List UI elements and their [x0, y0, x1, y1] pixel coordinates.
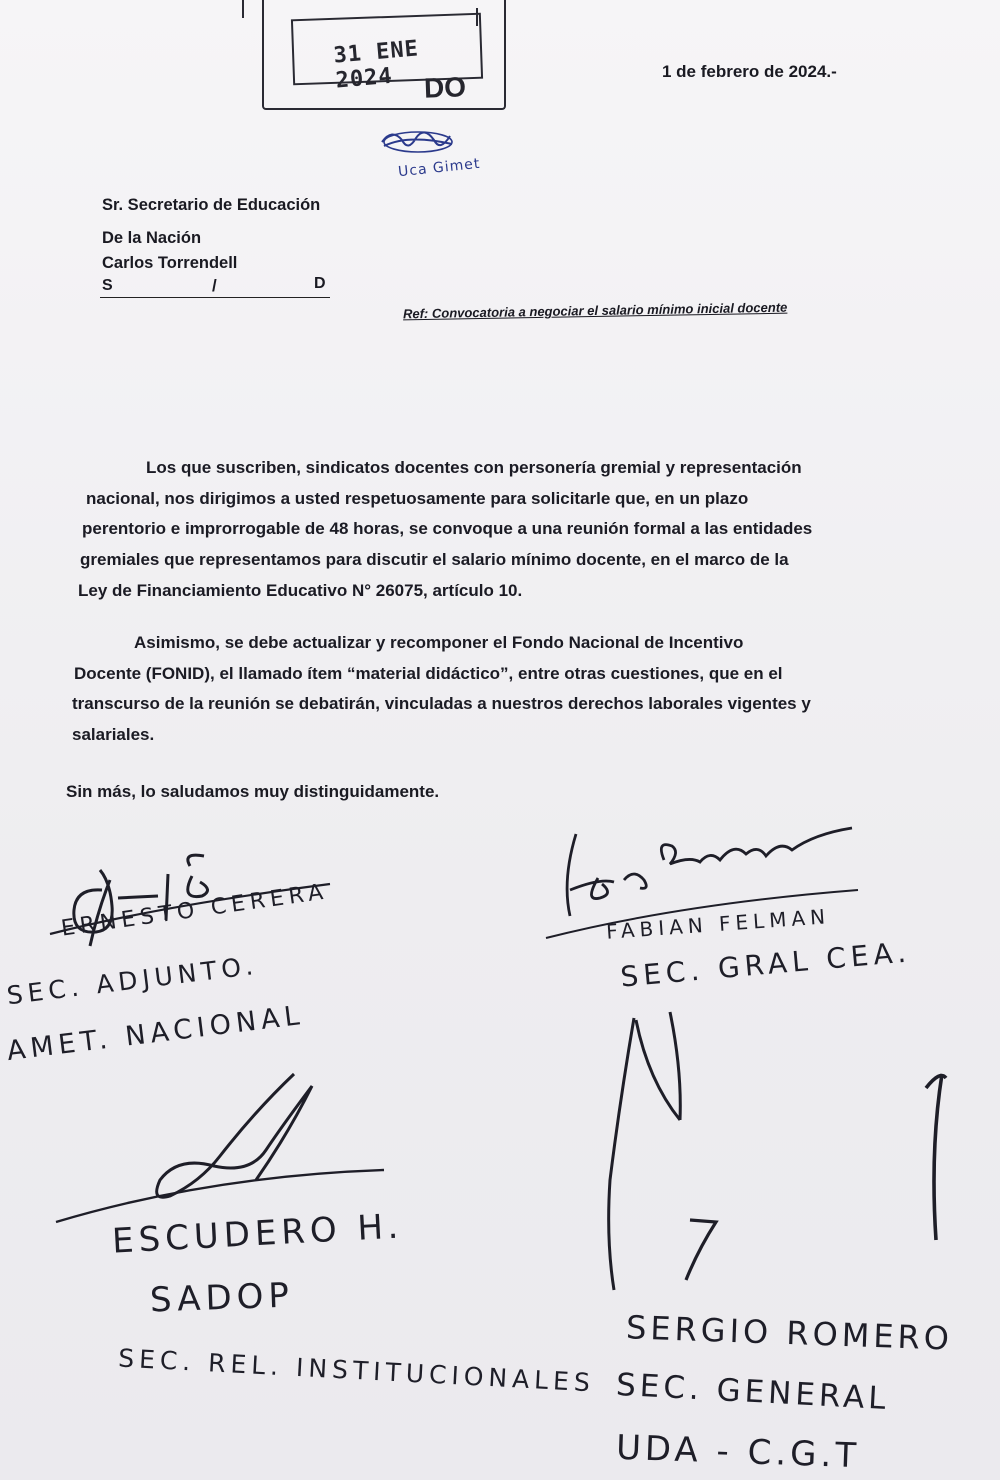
reference-line: Ref: Convocatoria a negociar el salario mínimo inicial docente — [402, 299, 788, 322]
paragraph2-line: transcurso de la reunión se debatirán, vinculadas a nuestros derechos laborales vigentes y — [72, 694, 811, 713]
signature-uda-org: UDA - C.G.T — [615, 1427, 861, 1477]
stamp-fragment: DO — [423, 71, 467, 104]
paragraph2-line: Docente (FONID), el llamado ítem “material didáctico”, entre otras cuestiones, que en el — [74, 664, 783, 683]
signature-sadop-title: SEC. REL. INSTITUCIONALES — [117, 1343, 596, 1398]
received-signature-text: Uca Gimet — [397, 155, 482, 181]
closing-line: Sin más, lo saludamos muy distinguidamente. — [66, 782, 440, 801]
recipient-slash: / — [212, 276, 217, 295]
recipient-line-1: Sr. Secretario de Educación — [102, 196, 321, 214]
signature-uda-title: SEC. GENERAL — [615, 1366, 891, 1418]
reception-stamp — [262, 0, 506, 110]
signature-cea-name: FABIAN FELMAN — [605, 904, 831, 944]
stamp-date: 31 ENE 2024 — [332, 36, 420, 94]
paragraph1-line: nacional, nos dirigimos a usted respetuosamente para solicitarle que, en un plazo — [86, 489, 749, 508]
paragraph1-line: perentorio e improrrogable de 48 horas, se convoque a una reunión formal a las entidades — [82, 519, 813, 538]
letter-date: 1 de febrero de 2024.- — [662, 62, 837, 81]
paragraph2-line: salariales. — [72, 725, 155, 744]
signature-uda-name: SERGIO ROMERO — [625, 1308, 954, 1358]
received-initials — [378, 126, 458, 160]
paragraph1-line: gremiales que representamos para discutir el salario mínimo docente, en el marco de la — [80, 550, 789, 569]
recipient-line-3: Carlos Torrendell — [102, 254, 238, 272]
recipient-s: S — [102, 277, 113, 294]
signature-uda — [590, 1010, 970, 1300]
recipient-underline — [100, 297, 330, 298]
signature-ameet-title: SEC. ADJUNTO. — [5, 950, 260, 1011]
paragraph1-line: Ley de Financiamiento Educativo N° 26075, artículo 10. — [78, 581, 523, 600]
signature-sadop-org: SADOP — [149, 1275, 295, 1321]
signature-sadop-name: ESCUDERO H. — [111, 1206, 405, 1262]
recipient-line-2: De la Nación — [102, 229, 202, 247]
paragraph2-line: Asimismo, se debe actualizar y recomponer el Fondo Nacional de Incentivo — [134, 633, 744, 652]
signature-ameet-org: AMET. NACIONAL — [5, 999, 307, 1068]
signature-ameet-name: ERNESTO CERERA — [59, 879, 330, 942]
signature-cea-title: SEC. GRAL CEA. — [619, 935, 913, 994]
paragraph1-line: Los que suscriben, sindicatos docentes con personería gremial y representación — [146, 458, 802, 477]
recipient-d: D — [314, 275, 326, 292]
signature-sadop — [50, 1070, 390, 1230]
